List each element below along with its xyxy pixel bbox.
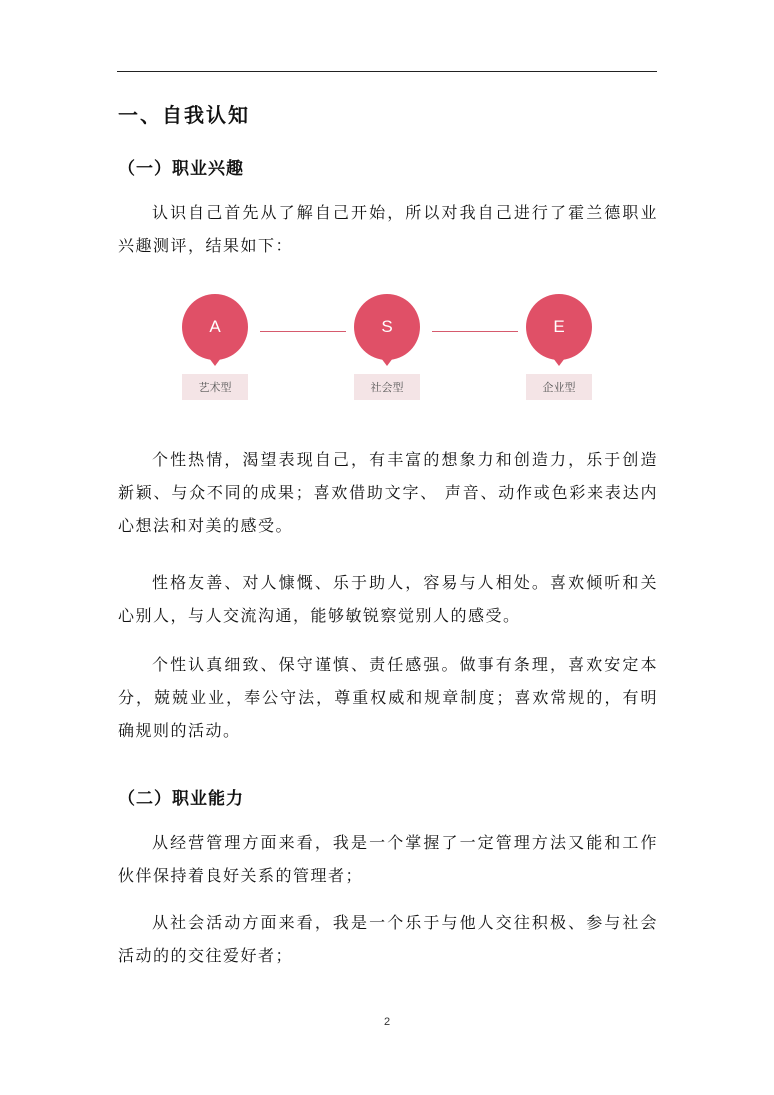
node-circle: S — [354, 294, 420, 360]
pointer-icon — [553, 358, 565, 366]
node-label: 社会型 — [354, 374, 420, 400]
node-circle: A — [182, 294, 248, 360]
node-label: 企业型 — [526, 374, 592, 400]
node-circle: E — [526, 294, 592, 360]
connector-line — [432, 331, 518, 332]
paragraph-conventional: 个性认真细致、保守谨慎、责任感强。做事有条理，喜欢安定本分，兢兢业业，奉公守法，尊重权威和规章制度；喜欢常规的，有明确规则的活动。 — [118, 655, 658, 740]
heading-career-interest: （一）职业兴趣 — [118, 159, 244, 179]
paragraph-artistic: 个性热情，渴望表现自己，有丰富的想象力和创造力，乐于创造新颖、与众不同的成果；喜欢借助文字、 声音、动作或色彩来表达内心想法和对美的感受。 — [118, 450, 658, 535]
connector-line — [260, 331, 346, 332]
paragraph-social-activity: 从社会活动方面来看，我是一个乐于与他人交往积极、参与社会活动的的交往爱好者； — [118, 913, 658, 965]
node-enterprising — [524, 294, 594, 400]
paragraph-social: 性格友善、对人慷慨、乐于助人，容易与人相处。喜欢倾听和关心别人，与人交流沟通，能够敏锐察觉别人的感受。 — [118, 573, 658, 625]
pointer-icon — [381, 358, 393, 366]
intro-paragraph: 认识自己首先从了解自己开始，所以对我自己进行了霍兰德职业兴趣测评，结果如下： — [118, 203, 658, 255]
node-label: 艺术型 — [182, 374, 248, 400]
page-number: 2 — [383, 1016, 391, 1028]
paragraph-management: 从经营管理方面来看，我是一个掌握了一定管理方法又能和工作伙伴保持着良好关系的管理者； — [118, 833, 658, 885]
heading-self-awareness: 一、自我认知 — [118, 103, 250, 127]
header-rule — [117, 71, 657, 72]
pointer-icon — [209, 358, 221, 366]
heading-career-ability: （二）职业能力 — [118, 789, 244, 809]
holland-diagram — [170, 294, 610, 424]
node-social — [352, 294, 422, 400]
node-artistic — [180, 294, 250, 400]
